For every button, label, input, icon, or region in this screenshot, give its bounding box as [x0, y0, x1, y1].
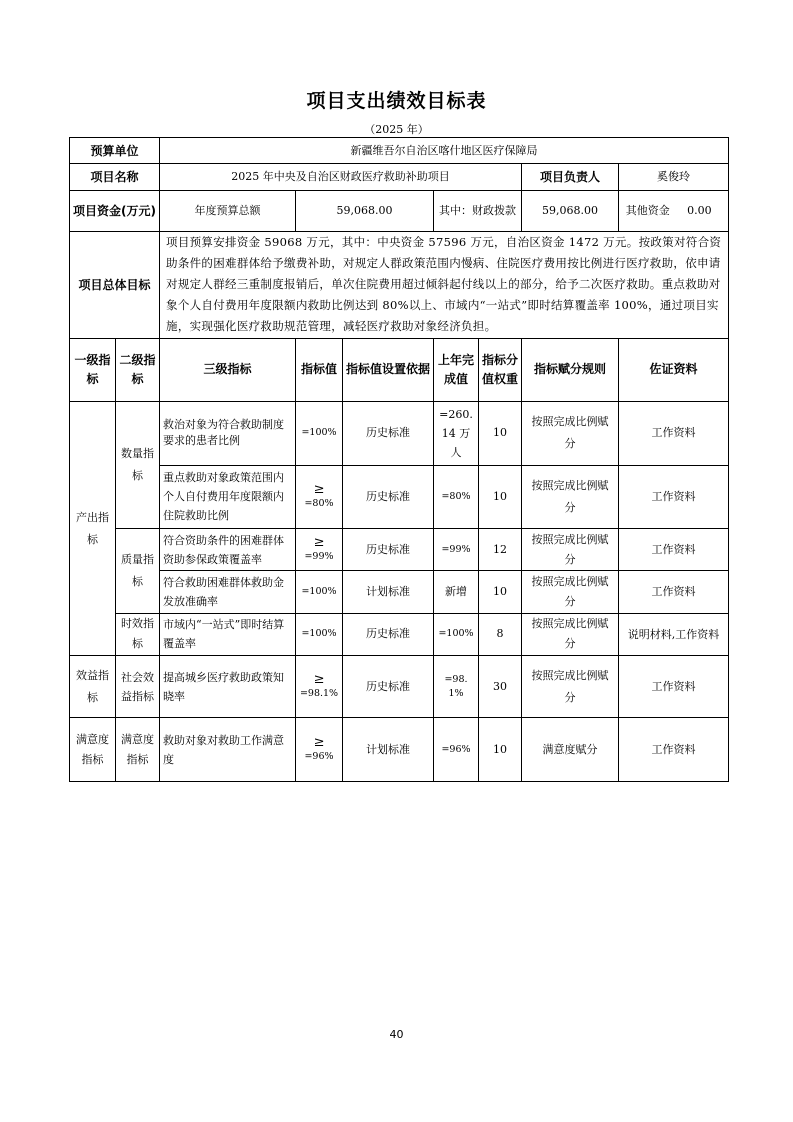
indicator-basis: 历史标准 [343, 613, 434, 655]
indicator-last-year: =96% [434, 718, 479, 782]
indicator-evidence: 工作资料 [619, 655, 729, 717]
group-social-benefit: 社会效益指标 [116, 655, 160, 717]
header-evidence: 佐证资料 [619, 338, 729, 401]
project-leader-value: 奚俊玲 [619, 164, 729, 191]
header-last-year: 上年完成值 [434, 338, 479, 401]
indicator-name: 市域内“一站式”即时结算覆盖率 [160, 613, 296, 655]
indicator-name: 符合资助条件的困难群体资助参保政策覆盖率 [160, 529, 296, 571]
indicator-weight: 10 [479, 465, 522, 528]
group-satisfaction-sub: 满意度指标 [116, 718, 160, 782]
indicator-basis: 历史标准 [343, 402, 434, 465]
fiscal-value: 59,068.00 [522, 191, 619, 231]
indicator-value-symbol: ≥ [313, 671, 325, 687]
performance-table [69, 137, 729, 782]
budget-unit-label: 预算单位 [70, 138, 160, 164]
other-funds-value-cell [619, 191, 729, 231]
header-weight: 指标分值权重 [479, 338, 522, 401]
indicator-weight: 10 [479, 571, 522, 613]
group-quality: 质量指标 [116, 529, 160, 614]
indicator-last-year: 新增 [434, 571, 479, 613]
indicator-basis: 历史标准 [343, 529, 434, 571]
indicator-last-year: =99% [434, 529, 479, 571]
header-level3: 三级指标 [160, 338, 296, 401]
indicator-weight: 10 [479, 402, 522, 465]
header-rule: 指标赋分规则 [522, 338, 619, 401]
indicator-value: =100% [296, 613, 343, 655]
indicator-evidence: 说明材料,工作资料 [619, 613, 729, 655]
group-output: 产出指标 [70, 402, 116, 656]
indicator-weight: 10 [479, 718, 522, 782]
indicator-rule: 按照完成比例赋分 [522, 465, 619, 528]
page-number: 40 [389, 1028, 404, 1041]
goal-text: 项目预算安排资金 59068 万元，其中：中央资金 57596 万元，自治区资金 1472 万元。按政策对符合资助条件的困难群体给予缴费补助，对规定人群政策范围内慢病、住院医疗费用按比例进行医疗救助，依申请对规定人群经三重制度报销后，单次住院费用超过倾斜起付线以上的部分，给予二次医疗救助。重点救助对象个人自付费用年度限额内救助比例达到 80%以上、市域内“一站式”即时结算覆盖率 100%，通过项目实施，实现强化医疗救助规范管理，减轻医疗救助对象经济负担。 [160, 231, 729, 338]
project-name-label: 项目名称 [70, 164, 160, 191]
budget-unit-value: 新疆维吾尔自治区喀什地区医疗保障局 [160, 138, 729, 164]
indicator-rule: 按照完成比例赋分 [522, 529, 619, 571]
indicator-name: 提高城乡医疗救助政策知晓率 [160, 655, 296, 717]
indicator-last-year: =260.14 万人 [434, 402, 479, 465]
indicator-value: =100% [296, 402, 343, 465]
indicator-value: ≥ =99% [296, 529, 343, 571]
indicator-value: =100% [296, 571, 343, 613]
indicator-weight: 30 [479, 655, 522, 717]
other-funds-value: 0.00 [687, 204, 712, 218]
table-row [70, 402, 729, 465]
page-title: 项目支出绩效目标表 [306, 90, 487, 112]
indicator-rule: 按照完成比例赋分 [522, 402, 619, 465]
indicator-value-symbol: ≥ [313, 481, 325, 497]
indicator-last-year: =98.1% [434, 655, 479, 717]
project-name-value: 2025 年中央及自治区财政医疗救助补助项目 [160, 164, 522, 191]
annual-budget-label: 年度预算总额 [160, 191, 296, 231]
indicator-basis: 历史标准 [343, 655, 434, 717]
indicator-last-year: =80% [434, 465, 479, 528]
indicator-value-symbol: ≥ [313, 534, 325, 550]
group-satisfaction: 满意度指标 [70, 718, 116, 782]
indicator-value: ≥ =80% [296, 465, 343, 528]
indicator-weight: 8 [479, 613, 522, 655]
goal-label: 项目总体目标 [70, 231, 160, 338]
indicator-evidence: 工作资料 [619, 718, 729, 782]
row-column-headers [70, 338, 729, 401]
row-budget-unit [70, 138, 729, 164]
funds-label: 项目资金(万元) [70, 191, 160, 231]
indicator-name: 救助对象对救助工作满意度 [160, 718, 296, 782]
fiscal-label: 其中：财政拨款 [434, 191, 522, 231]
table-row [70, 655, 729, 717]
header-level2: 二级指标 [116, 338, 160, 401]
indicator-rule: 按照完成比例赋分 [522, 571, 619, 613]
table-row [70, 718, 729, 782]
project-leader-label: 项目负责人 [522, 164, 619, 191]
indicator-evidence: 工作资料 [619, 571, 729, 613]
indicator-weight: 12 [479, 529, 522, 571]
other-funds-label: 其他资金 [625, 204, 670, 218]
header-level1: 一级指标 [70, 338, 116, 401]
table-row [70, 465, 729, 528]
row-project-name [70, 164, 729, 191]
indicator-basis: 计划标准 [343, 571, 434, 613]
table-row [70, 613, 729, 655]
indicator-name: 救治对象为符合救助制度要求的患者比例 [160, 402, 296, 465]
indicator-name: 重点救助对象政策范围内个人自付费用年度限额内住院救助比例 [160, 465, 296, 528]
header-basis: 指标值设置依据 [343, 338, 434, 401]
indicator-rule: 满意度赋分 [522, 718, 619, 782]
indicator-rule: 按照完成比例赋分 [522, 655, 619, 717]
row-overall-goal [70, 231, 729, 338]
indicator-value: ≥ =98.1% [296, 655, 343, 717]
indicator-last-year: =100% [434, 613, 479, 655]
indicator-name: 符合救助困难群体救助金发放准确率 [160, 571, 296, 613]
indicator-rule: 按照完成比例赋分 [522, 613, 619, 655]
group-quantity: 数量指标 [116, 402, 160, 529]
table-row [70, 529, 729, 571]
indicator-basis: 历史标准 [343, 465, 434, 528]
table-row [70, 571, 729, 613]
group-timeliness: 时效指标 [116, 613, 160, 655]
group-benefit: 效益指标 [70, 655, 116, 717]
indicator-evidence: 工作资料 [619, 529, 729, 571]
annual-budget-value: 59,068.00 [296, 191, 434, 231]
row-project-funds [70, 191, 729, 231]
indicator-value-symbol: ≥ [313, 734, 325, 750]
indicator-value: ≥ =96% [296, 718, 343, 782]
indicator-evidence: 工作资料 [619, 465, 729, 528]
year-label: （2025 年） [364, 123, 429, 136]
indicator-basis: 计划标准 [343, 718, 434, 782]
header-value: 指标值 [296, 338, 343, 401]
indicator-evidence: 工作资料 [619, 402, 729, 465]
